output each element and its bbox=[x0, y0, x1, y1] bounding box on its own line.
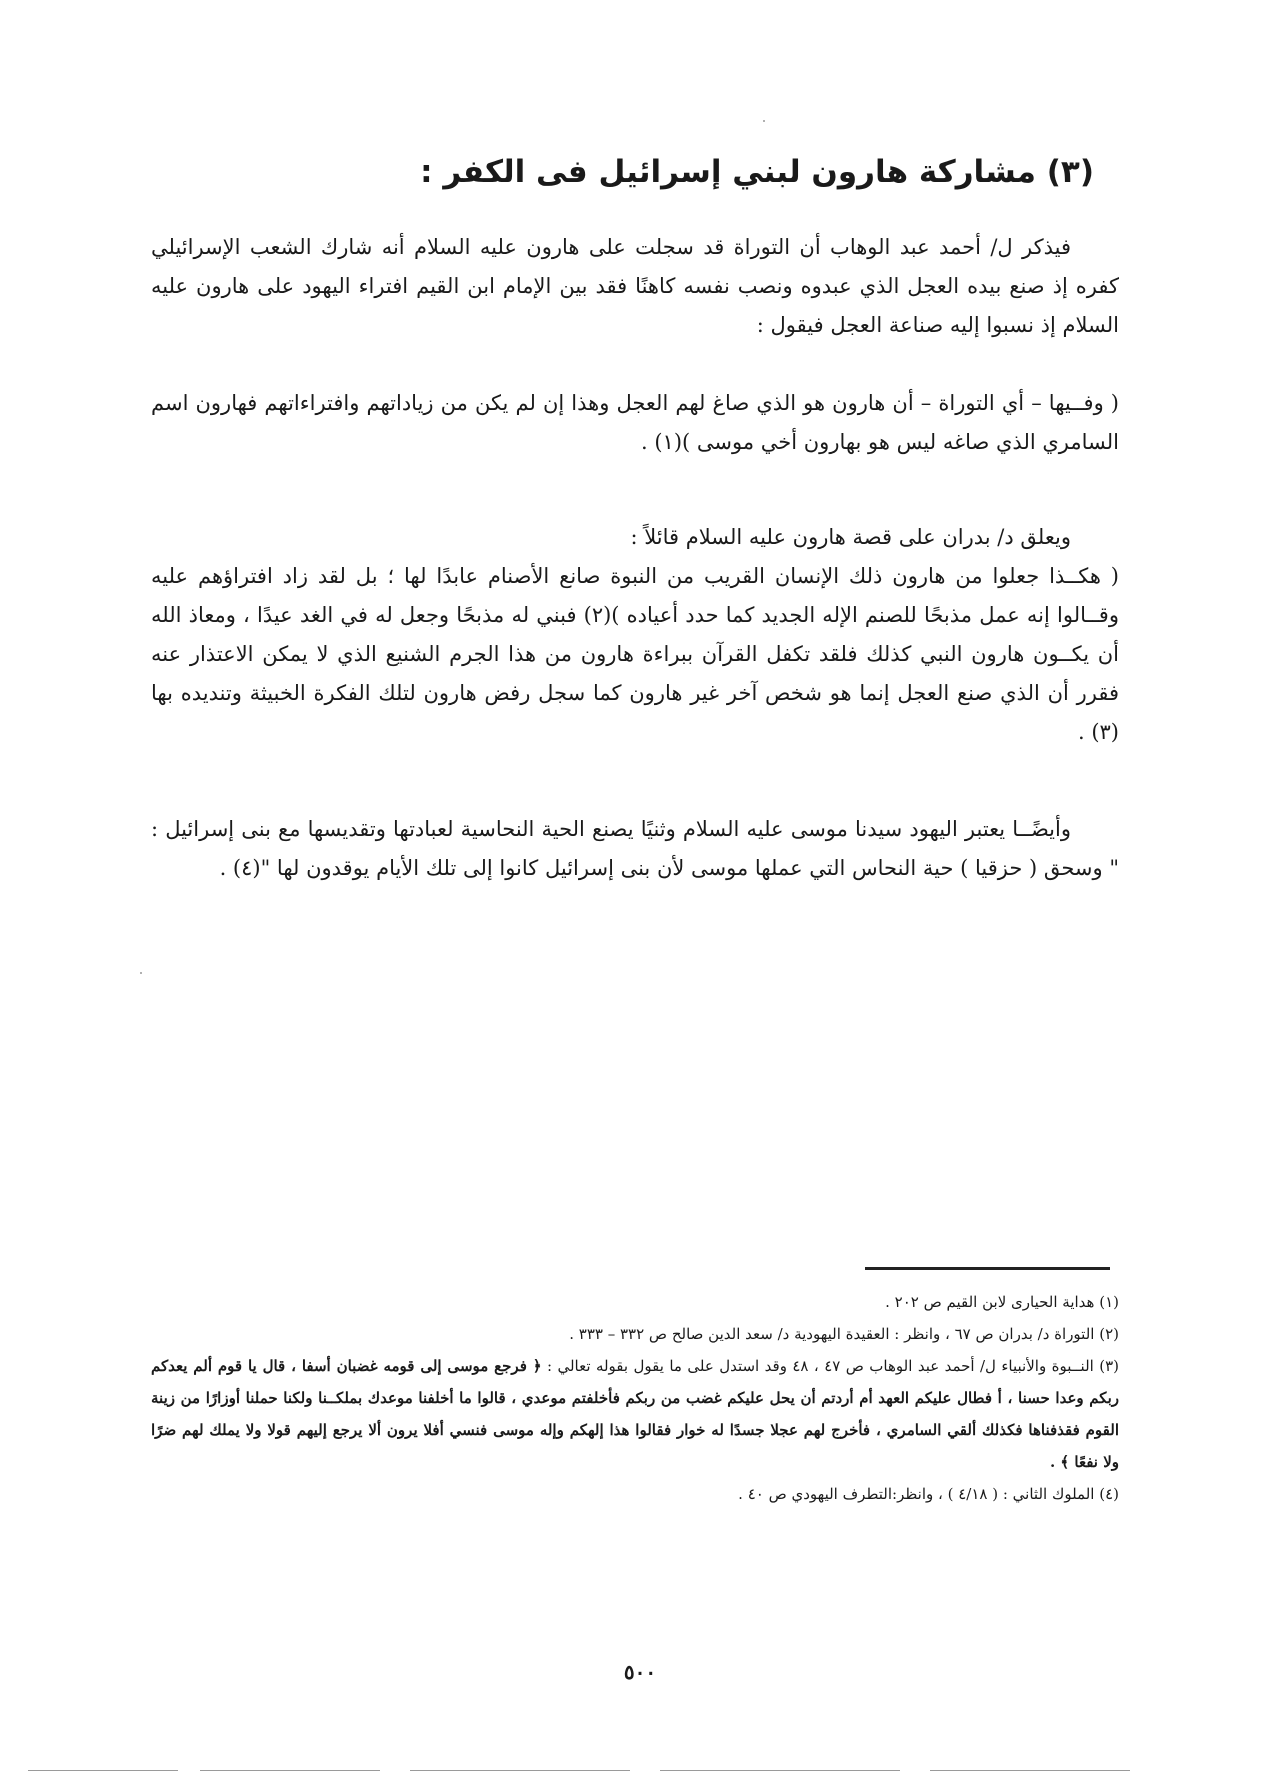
paragraph-3 bbox=[151, 518, 1119, 557]
scan-edge-line bbox=[660, 1770, 900, 1771]
page-number: ٥٠٠ bbox=[623, 1660, 657, 1684]
footnote-3 bbox=[151, 1350, 1119, 1478]
paragraph-2 bbox=[151, 384, 1119, 462]
footnote-3-quran-verse: ﴿ فرجع موسى إلى قومه غضبان أسفا ، قال يا قوم ألم يعدكم ربكم وعدا حسنا ، أ فطال عليكم العهد أم أردتم أن يحل عليكم غضب من ربكم فأخلفتم موعدي ، قالوا ما أخلفنا موعدك بملكــنا ولكنا حملنا أوزارًا من زينة القوم فقذفناها فكذلك ألقي السامري ، فأخرج لهم عجلا جسدًا له خوار فقالوا هذا إلهكم وإله موسى فنسي أفلا يرون ألا يرجع إليهم قولا ولا يملك لهم ضرًا ولا نفعًا ﴾ . bbox=[151, 1357, 1119, 1471]
paragraph-1-text: فيذكر ل/ أحمد عبد الوهاب أن التوراة قد سجلت على هارون عليه السلام أنه شارك الشعب الإسرائيلي كفره إذ صنع بيده العجل الذي عبدوه ونصب نفسه كاهنًا فقد بين الإمام ابن القيم افتراء اليهود على هارون عليه السلام إذ نسبوا إليه صناعة العجل فيقول : bbox=[151, 235, 1119, 337]
footnote-4: (٤) الملوك الثاني : ( ٤/١٨ ) ، وانظر:التطرف اليهودي ص ٤٠ . bbox=[738, 1485, 1119, 1503]
scan-speck bbox=[140, 972, 142, 974]
paragraph-3-text: ويعلق د/ بدران على قصة هارون عليه السلام قائلاً : bbox=[630, 525, 1071, 549]
scan-edge-line bbox=[28, 1770, 178, 1771]
paragraph-4 bbox=[151, 557, 1119, 752]
footnote-2: (٢) التوراة د/ بدران ص ٦٧ ، وانظر : العقيدة اليهودية د/ سعد الدين صالح ص ٣٣٢ – ٣٣٣ . bbox=[569, 1325, 1119, 1343]
footnote-separator bbox=[865, 1267, 1110, 1270]
footnote-1: (١) هداية الحيارى لابن القيم ص ٢٠٢ . bbox=[885, 1293, 1119, 1311]
paragraph-2-text: ( وفــيها – أي التوراة – أن هارون هو الذي صاغ لهم العجل وهذا إن لم يكن من زياداتهم وافتراءاتهم فهارون اسم السامري الذي صاغه ليس هو بهارون أخي موسى )(١) . bbox=[151, 391, 1119, 454]
scan-edge-line bbox=[930, 1770, 1130, 1771]
scan-speck bbox=[763, 120, 765, 122]
paragraph-1 bbox=[151, 228, 1119, 345]
footnote-3-text: (٣) النــبوة والأنبياء ل/ أحمد عبد الوهاب ص ٤٧ ، ٤٨ وقد استدل على ما يقول بقوله تعالي : bbox=[546, 1357, 1120, 1375]
section-heading: (٣) مشاركة هارون لبني إسرائيل فى الكفر : bbox=[420, 154, 1094, 190]
scan-edge-line bbox=[200, 1770, 380, 1771]
footnotes bbox=[151, 1286, 1119, 1510]
scan-edge-line bbox=[410, 1770, 630, 1771]
paragraph-5 bbox=[151, 810, 1119, 888]
paragraph-5-text: وأيضًــا يعتبر اليهود سيدنا موسى عليه السلام وثنيًا يصنع الحية النحاسية لعبادتها وتقديسها مع بنى إسرائيل : " وسحق ( حزقيا ) حية النحاس التي عملها موسى لأن بنى إسرائيل كانوا إلى تلك الأيام يوقدون لها "(٤) . bbox=[151, 817, 1119, 880]
paragraph-4-text: ( هكــذا جعلوا من هارون ذلك الإنسان القريب من النبوة صانع الأصنام عابدًا لها ؛ بل لقد زاد افتراؤهم عليه وقــالوا إنه عمل مذبحًا للصنم الإله الجديد كما حدد أعياده )(٢) فبني له مذبحًا وجعل له في الغد عيدًا ، ومعاذ الله أن يكــون هارون النبي كذلك فلقد تكفل القرآن ببراءة هارون من هذا الجرم الشنيع الذي لا يمكن الاعتذار عنه فقرر أن الذي صنع العجل إنما هو شخص آخر غير هارون كما سجل رفض هارون لتلك الفكرة الخبيثة وتنديده بها (٣) . bbox=[151, 564, 1119, 744]
